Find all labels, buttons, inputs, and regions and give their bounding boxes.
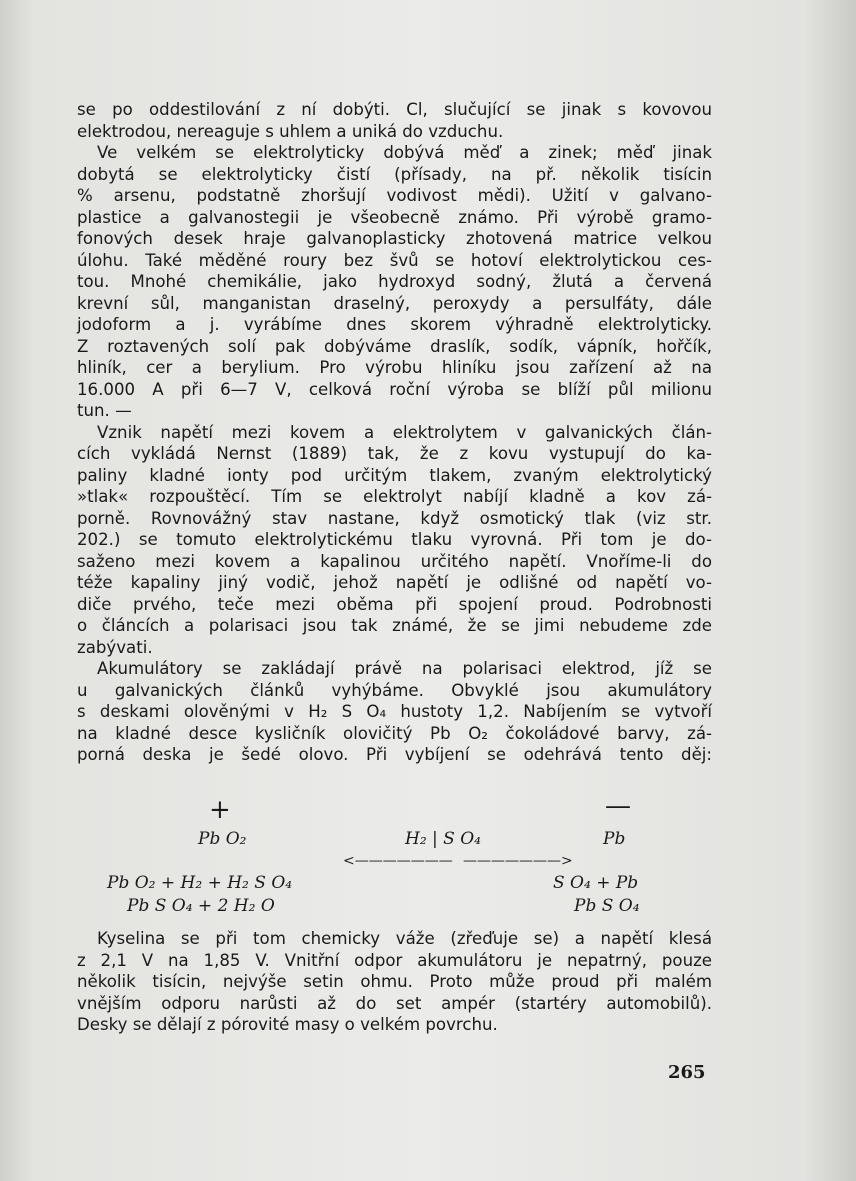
text-line: úlohu. Také měděné roury bez švů se hotoví elektrolytickou ces- xyxy=(77,250,712,270)
equation-middle-top: H₂ | S O₄ xyxy=(405,829,481,849)
text-line: porná deska je šedé olovo. Při vybíjení se odehrává tento děj: xyxy=(77,745,712,764)
text-line: elektrodou, nereaguje s uhlem a uniká do vzduchu. xyxy=(77,121,504,141)
text-line: 202.) se tomuto elektrolytickému tlaku vyrovná. Při tom je do- xyxy=(77,530,712,549)
equation-right-line2: Pb S O₄ xyxy=(574,896,640,916)
reaction-equation xyxy=(77,791,712,925)
text-line: zabývati. xyxy=(77,637,153,657)
equation-left-line1: Pb O₂ + H₂ + H₂ S O₄ xyxy=(107,873,293,893)
text-line: Ve velkém se elektrolyticky dobývá měď a zinek; měď jinak xyxy=(97,143,712,162)
text-line: se po oddestilování z ní dobýti. Cl, slučující se jinak s kovovou xyxy=(77,100,712,119)
discharge-arrow-left: <——————— xyxy=(343,853,453,869)
text-line: porně. Rovnovážný stav nastane, když osmotický tlak (viz str. xyxy=(77,508,712,528)
equation-left-top: Pb O₂ xyxy=(198,829,247,849)
text-line: u galvanických článků vyhýbáme. Obvyklé jsou akumulátory xyxy=(77,680,712,700)
text-line: plastice a galvanostegii je všeobecně známo. Při výrobě gramo- xyxy=(77,207,712,227)
charge-arrow-right: ———————> xyxy=(463,853,573,869)
plus-sign: + xyxy=(209,795,231,825)
text-line: tou. Mnohé chemikálie, jako hydroxyd sodný, žlutá a červená xyxy=(77,272,712,291)
text-line: % arsenu, podstatně zhoršují vodivost mědi). Užití v galvano- xyxy=(77,186,712,205)
text-line: Vznik napětí mezi kovem a elektrolytem v galvanických člán- xyxy=(97,422,712,442)
text-line: fonových desek hraje galvanoplasticky zhotovená matrice velkou xyxy=(77,229,712,248)
equation-right-top: Pb xyxy=(603,829,626,849)
text-line: téže kapaliny jiný vodič, jehož napětí je odlišné od napětí vo- xyxy=(77,573,712,592)
text-line: na kladné desce kysličník olovičitý Pb O₂ čokoládové barvy, zá- xyxy=(77,723,712,743)
equation-left-line2: Pb S O₄ + 2 H₂ O xyxy=(127,896,275,916)
text-line: krevní sůl, manganistan draselný, peroxydy a persulfáty, dále xyxy=(77,293,712,313)
minus-sign: — xyxy=(605,791,631,821)
text-line: dobytá se elektrolyticky čistí (přísady, na př. několik tisícin xyxy=(77,164,712,184)
text-line: paliny kladné ionty pod určitým tlakem, zvaným elektrolytický xyxy=(77,465,712,485)
text-line: několik tisícin, nejvýše setin ohmu. Proto může proud při malém xyxy=(77,972,712,991)
text-line: Desky se dělají z pórovité masy o velkém povrchu. xyxy=(77,1015,498,1034)
text-line: 16.000 A při 6—7 V, celková roční výroba se blíží půl milionu xyxy=(77,379,712,399)
closing-paragraph xyxy=(77,928,712,1036)
text-line: z 2,1 V na 1,85 V. Vnitřní odpor akumulátoru je nepatrný, pouze xyxy=(77,950,712,970)
equation-right-line1: S O₄ + Pb xyxy=(553,873,639,893)
text-line: »tlak« rozpouštěcí. Tím se elektrolyt nabíjí kladně a kov zá- xyxy=(77,487,712,506)
text-line: Akumulátory se zakládají právě na polarisaci elektrod, jíž se xyxy=(97,659,712,678)
page-number: 265 xyxy=(668,1062,706,1083)
text-line: Z roztavených solí pak dobýváme draslík, sodík, vápník, hořčík, xyxy=(77,336,712,356)
text-line: tun. — xyxy=(77,401,132,420)
body-text xyxy=(77,99,712,766)
text-line: cích vykládá Nernst (1889) tak, že z kovu vystupují do ka- xyxy=(77,444,712,463)
text-line: o článcích a polarisaci jsou tak známé, že se jimi nebudeme zde xyxy=(77,616,712,635)
text-line: jodoform a j. vyrábíme dnes skorem výhradně elektrolyticky. xyxy=(77,315,712,334)
text-line: s deskami olověnými v H₂ S O₄ hustoty 1,2. Nabíjením se vytvoří xyxy=(77,702,712,721)
text-line: saženo mezi kovem a kapalinou určitého napětí. Vnoříme-li do xyxy=(77,551,712,571)
text-line: vnějším odporu narůsti až do set ampér (startéry automobilů). xyxy=(77,993,712,1013)
text-line: diče prvého, teče mezi oběma při spojení proud. Podrobnosti xyxy=(77,594,712,614)
text-line: hliník, cer a berylium. Pro výrobu hliníku jsou zařízení až na xyxy=(77,358,712,377)
text-line: Kyselina se při tom chemicky váže (zřeďuje se) a napětí klesá xyxy=(97,929,712,948)
